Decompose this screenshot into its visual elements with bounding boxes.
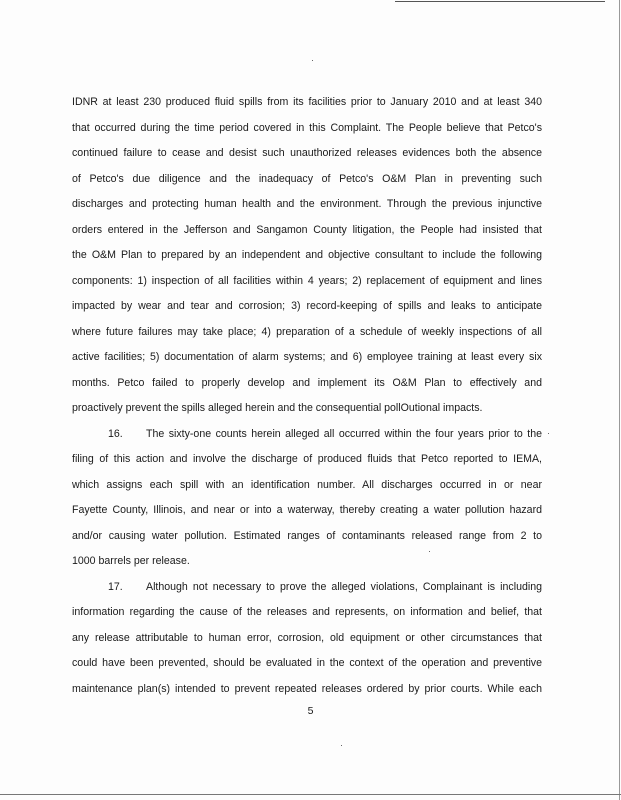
text-line: Although not necessary to prove the alleged violations, Complainant is including: [146, 580, 542, 593]
paragraph-first-line: [72, 575, 542, 601]
text-line: continued failure to cease and desist such unauthorized releases evidences both the absence: [72, 147, 542, 159]
text-line: information regarding the cause of the releases and represents, on information and belief, that: [72, 606, 542, 618]
text-line: which assigns each spill with an identification number. All discharges occurred in or near: [72, 478, 542, 491]
text-line: components: 1) inspection of all facilities within 4 years; 2) replacement of equipment and lines: [72, 274, 542, 287]
paragraph-17: [72, 575, 542, 703]
paragraph-first-line: [72, 422, 542, 448]
text-line: of Petco's due diligence and the inadequacy of Petco's O&M Plan in preventing such: [72, 172, 542, 185]
text-line: where future failures may take place; 4) preparation of a schedule of weekly inspections of all: [72, 325, 542, 338]
text-line: Fayette County, Illinois, and near or into a waterway, thereby creating a water pollution hazard: [72, 504, 542, 516]
text-line: any release attributable to human error, corrosion, old equipment or other circumstances that: [72, 631, 542, 644]
text-line: discharges and protecting human health and the environment. Through the previous injunctive: [72, 198, 542, 210]
text-line: active facilities; 5) documentation of alarm systems; and 6) employee training at least every six: [72, 351, 542, 363]
paragraph-number: 17.: [108, 580, 123, 593]
scan-artifact-top: [395, 1, 605, 2]
page-number: 5: [307, 705, 314, 717]
text-line: could have been prevented, should be evaluated in the context of the operation and preventive: [72, 657, 542, 669]
text-line: filing of this action and involve the discharge of produced fluids that Petco reported to IEMA,: [72, 453, 542, 465]
scan-speck: [341, 745, 342, 746]
text-line: and/or causing water pollution. Estimated ranges of contaminants released range from 2 to: [72, 529, 542, 542]
scan-artifact-right-edge: [619, 0, 620, 800]
text-line: 1000 barrels per release.: [72, 555, 190, 567]
paragraph-16: [72, 422, 542, 575]
text-line: the O&M Plan to prepared by an independent and objective consultant to include the following: [72, 249, 542, 261]
text-line: impacted by wear and tear and corrosion; 3) record-keeping of spills and leaks to anticipate: [72, 300, 542, 312]
scan-speck: [312, 60, 313, 61]
scan-artifact-bottom: [0, 794, 621, 795]
text-line: months. Petco failed to properly develop and implement its O&M Plan to effectively and: [72, 376, 542, 389]
text-line: IDNR at least 230 produced fluid spills from its facilities prior to January 2010 and at least 340: [72, 96, 542, 108]
text-line: orders entered in the Jefferson and Sangamon County litigation, the People had insisted that: [72, 223, 542, 236]
text-line: that occurred during the time period covered in this Complaint. The People believe that Petco's: [72, 121, 542, 134]
document-body: [72, 90, 542, 702]
text-line: proactively prevent the spills alleged herein and the consequential pollOutional impacts.: [72, 402, 483, 414]
text-line: The sixty-one counts herein alleged all occurred within the four years prior to the: [146, 427, 542, 440]
paragraph-number: 16.: [108, 427, 123, 440]
scan-speck: [548, 433, 549, 434]
text-line: maintenance plan(s) intended to prevent repeated releases ordered by prior courts. While each: [72, 682, 542, 695]
intro-paragraph: [72, 90, 542, 422]
